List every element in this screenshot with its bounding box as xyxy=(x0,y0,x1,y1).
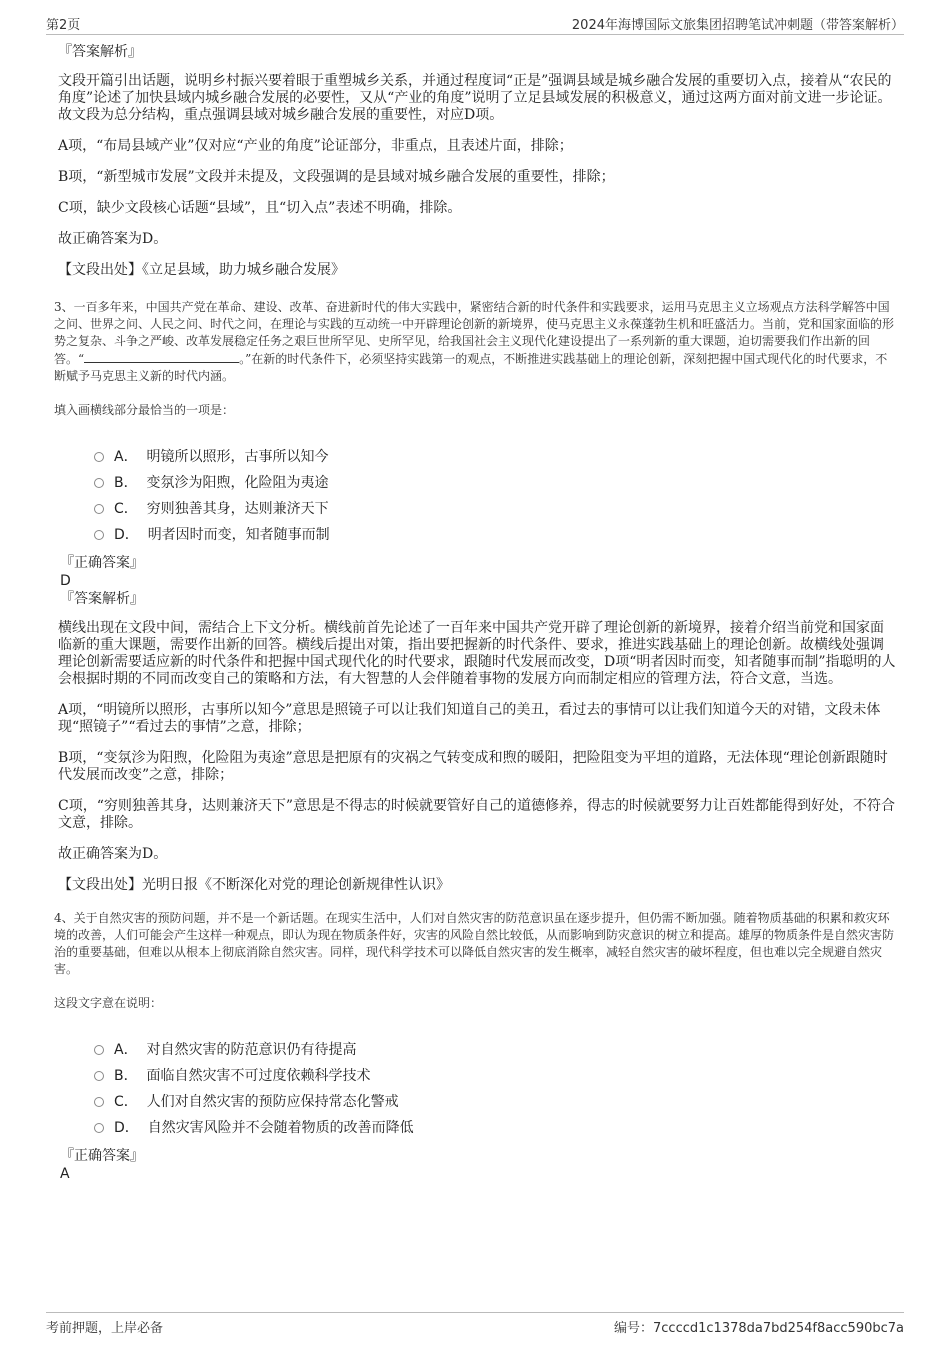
analysis-paragraph: 文段开篇引出话题，说明乡村振兴要着眼于重塑城乡关系，并通过程度词“正是”强调县域是城乡融合发展的重要切入点，接着从“农民的角度”论述了加快县域内城乡融合发展的必要性，又从“产业的角度”说明了立足县域发展的积极意义，通过这两方面对前文进一步论证。故文段为总分结构，重点强调县域对城乡融合发展的重要性，对应D项。 xyxy=(58,73,892,123)
option-d[interactable] xyxy=(94,522,896,548)
option-b[interactable] xyxy=(94,1063,896,1089)
analysis-option-b: B项，“变氛沴为阳煦，化险阻为夷途”意思是把原有的灾祸之气转变成和煦的暖阳，把险阻变为平坦的道路，无法体现“理论创新跟随时代发展而改变”之意，排除； xyxy=(58,750,888,783)
question-3-text-after: 。”在新的时代条件下，必须坚持实践第一的观点，不断推进实践基础上的理论创新，深刻把握中国式现代化的时代要求，不断赋予马克思主义新的时代内涵。 xyxy=(54,352,888,383)
question-4-options xyxy=(94,1037,896,1141)
analysis-label: 『答案解析』 xyxy=(60,591,144,607)
option-a[interactable] xyxy=(94,444,896,470)
question-3-text xyxy=(54,299,896,385)
analysis-label: 『答案解析』 xyxy=(58,44,142,60)
radio-icon[interactable] xyxy=(94,504,104,514)
option-letter: C． xyxy=(114,1094,138,1110)
correct-answer-label: 『正确答案』 xyxy=(60,1148,144,1164)
option-text: 人们对自然灾害的预防应保持常态化警戒 xyxy=(146,1094,399,1110)
question-4-prompt: 这段文字意在说明： xyxy=(54,996,163,1010)
option-a[interactable] xyxy=(94,1037,896,1063)
source-citation: 【文段出处】《立足县域，助力城乡融合发展》 xyxy=(58,262,345,278)
option-letter: B． xyxy=(114,475,138,491)
radio-icon[interactable] xyxy=(94,530,104,540)
option-b[interactable] xyxy=(94,470,896,496)
question-3-text-before: 3、一百多年来，中国共产党在革命、建设、改革、奋进新时代的伟大实践中，紧密结合新的时代条件和实践要求，运用马克思主义立场观点方法科学解答中国之问、世界之问、人民之问、时代之问，在理论与实践的互动统一中开辟理论创新的新境界，使马克思主义永葆蓬勃生机和旺盛活力。当前，党和国家面临的形势之复杂、斗争之严峻、改革发展稳定任务之艰巨世所罕见、史所罕见，给我国社会主义现代化建设提出了一系列新的重大课题，迫切需要我们作出新的回答。“ xyxy=(54,300,895,366)
analysis-option-a: A项，“明镜所以照形，古事所以知今”意思是照镜子可以让我们知道自己的美丑，看过去的事情可以让我们知道今天的对错，文段未体现“照镜子”“看过去的事情”之意，排除； xyxy=(58,702,881,735)
option-letter: A． xyxy=(114,449,138,465)
correct-answer-value: A xyxy=(60,1166,70,1182)
radio-icon[interactable] xyxy=(94,1097,104,1107)
document-id: 编号：7ccccd1c1378da7bd254f8acc590bc7a xyxy=(614,1321,904,1336)
option-letter: D． xyxy=(114,1120,139,1136)
option-text: 面临自然灾害不可过度依赖科学技术 xyxy=(146,1068,371,1084)
document-title: 2024年海博国际文旅集团招聘笔试冲刺题（带答案解析） xyxy=(571,18,904,33)
question-3-prompt: 填入画横线部分最恰当的一项是： xyxy=(54,403,235,417)
answer-conclusion: 故正确答案为D。 xyxy=(58,231,168,247)
analysis-paragraph: 横线出现在文段中间，需结合上下文分析。横线前首先论述了一百年来中国共产党开辟了理论创新的新境界，接着介绍当前党和国家面临新的重大课题，需要作出新的回答。横线后提出对策，指出要把握新的时代条件、要求，推进实践基础上的理论创新。故横线处强调理论创新需要适应新的时代条件和把握中国式现代化的时代要求，跟随时代发展而改变，D项“明者因时而变，知者随事而制”指聪明的人会根据时期的不同而改变自己的策略和方法，有大智慧的人会伴随着事物的发展方向而制定相应的管理方法，符合文意，当选。 xyxy=(58,620,896,687)
analysis-option-c: C项，缺少文段核心话题“县域”，且“切入点”表述不明确，排除。 xyxy=(58,200,462,216)
option-text: 穷则独善其身，达则兼济天下 xyxy=(146,501,329,517)
option-letter: D． xyxy=(114,527,139,543)
fill-blank xyxy=(84,350,239,363)
radio-icon[interactable] xyxy=(94,452,104,462)
option-letter: A． xyxy=(114,1042,138,1058)
page-number: 第2页 xyxy=(46,18,81,33)
analysis-option-b: B项，“新型城市发展”文段并未提及，文段强调的是县域对城乡融合发展的重要性，排除； xyxy=(58,169,615,185)
option-text: 明镜所以照形，古事所以知今 xyxy=(146,449,329,465)
page-content xyxy=(54,44,896,1195)
question-4-text: 4、关于自然灾害的预防问题，并不是一个新话题。在现实生活中，人们对自然灾害的防范意识虽在逐步提升，但仍需不断加强。随着物质基础的积累和救灾环境的改善，人们可能会产生这样一种观点，即认为现在物质条件好，灾害的风险自然比较低，从而影响到防灾意识的树立和提高。雄厚的物质条件是自然灾害防治的重要基础，但难以从根本上彻底消除自然灾害。同样，现代科学技术可以降低自然灾害的发生概率，减轻自然灾害的破坏程度，但也难以完全规避自然灾害。 xyxy=(54,911,895,976)
option-text: 对自然灾害的防范意识仍有待提高 xyxy=(146,1042,357,1058)
radio-icon[interactable] xyxy=(94,1123,104,1133)
option-c[interactable] xyxy=(94,496,896,522)
source-citation: 【文段出处】光明日报《不断深化对党的理论创新规律性认识》 xyxy=(58,877,450,893)
radio-icon[interactable] xyxy=(94,1045,104,1055)
footer-slogan: 考前押题，上岸必备 xyxy=(46,1321,164,1336)
option-letter: C． xyxy=(114,501,138,517)
page-footer xyxy=(46,1312,904,1335)
answer-conclusion: 故正确答案为D。 xyxy=(58,846,168,862)
radio-icon[interactable] xyxy=(94,1071,104,1081)
option-letter: B． xyxy=(114,1068,138,1084)
option-text: 明者因时而变，知者随事而制 xyxy=(147,527,330,543)
option-d[interactable] xyxy=(94,1115,896,1141)
radio-icon[interactable] xyxy=(94,478,104,488)
correct-answer-label: 『正确答案』 xyxy=(60,555,144,571)
correct-answer-block xyxy=(60,554,896,608)
option-text: 自然灾害风险并不会随着物质的改善而降低 xyxy=(147,1120,414,1136)
option-c[interactable] xyxy=(94,1089,896,1115)
correct-answer-block xyxy=(60,1147,896,1183)
page-header xyxy=(46,12,904,35)
correct-answer-value: D xyxy=(60,573,71,589)
option-text: 变氛沴为阳煦，化险阻为夷途 xyxy=(146,475,329,491)
question-3-options xyxy=(94,444,896,548)
analysis-option-a: A项，“布局县域产业”仅对应“产业的角度”论证部分，非重点，且表述片面，排除； xyxy=(58,138,573,154)
analysis-option-c: C项，“穷则独善其身，达则兼济天下”意思是不得志的时候就要管好自己的道德修养，得志的时候就要努力让百姓都能得到好处，不符合文意，排除。 xyxy=(58,798,896,831)
